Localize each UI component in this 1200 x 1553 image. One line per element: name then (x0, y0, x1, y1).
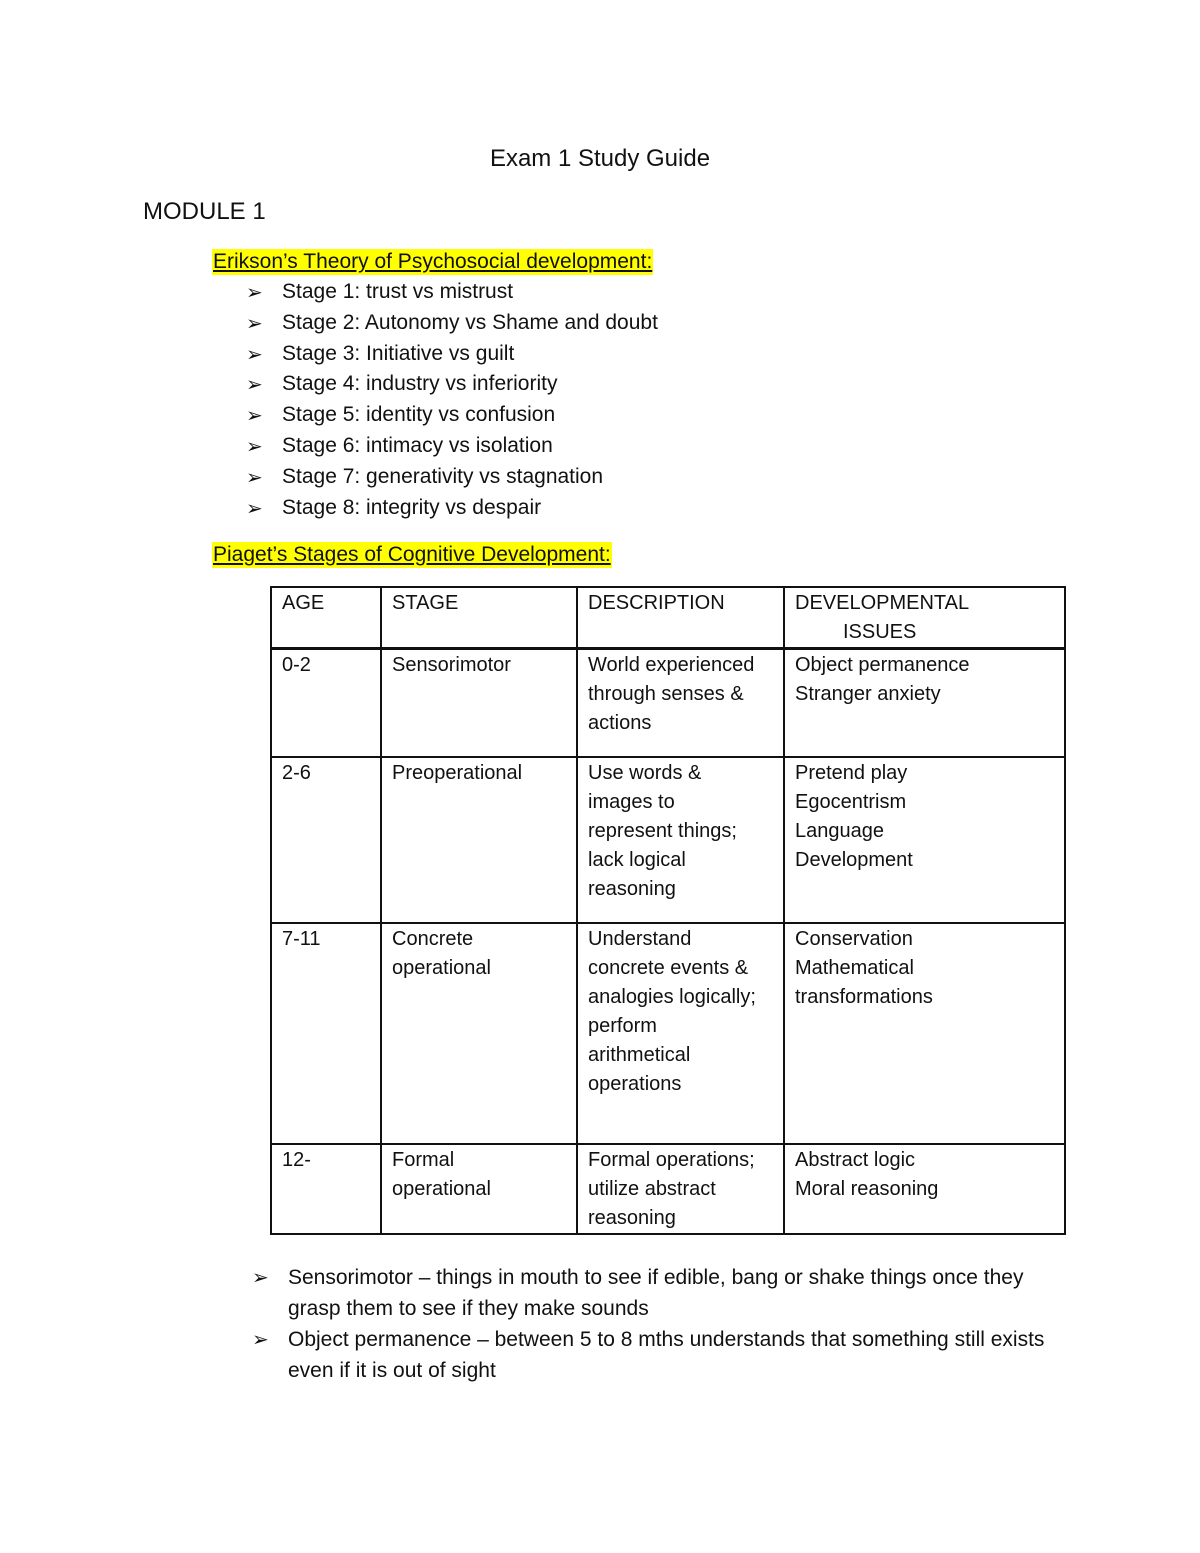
list-item (246, 369, 658, 400)
erikson-stage-list (246, 277, 658, 523)
cell-line: Development (795, 849, 913, 871)
cell-line: transformations (795, 986, 933, 1008)
list-item (246, 308, 658, 339)
age-cell: 0-2 (271, 649, 381, 758)
erikson-heading: Erikson’s Theory of Psychosocial development: (213, 250, 653, 273)
cell-line: reasoning (588, 1207, 676, 1229)
list-item (246, 493, 658, 524)
list-item (246, 339, 658, 370)
note-text: Sensorimotor – things in mouth to see if edible, bang or shake things once they grasp them to see if they make sounds (288, 1266, 1024, 1320)
table-row (271, 1144, 1065, 1234)
cell-line: Conservation (795, 928, 913, 950)
table-row (271, 923, 1065, 1144)
stage-text: Stage 1: trust vs mistrust (282, 280, 514, 303)
cell-line: actions (588, 712, 652, 734)
column-header-line: DEVELOPMENTAL (795, 592, 970, 614)
stage-text: Stage 2: Autonomy vs Shame and doubt (282, 310, 658, 334)
cell-line: Moral reasoning (795, 1178, 939, 1200)
cell-line: Concrete (392, 928, 474, 950)
cell-line: images to (588, 791, 675, 813)
cell-line: operations (588, 1073, 682, 1095)
cell-line: operational (392, 957, 491, 979)
cell-line: analogies logically; (588, 986, 756, 1008)
module-heading: MODULE 1 (143, 198, 266, 225)
cell-line: operational (392, 1178, 491, 1200)
cell-line: Abstract logic (795, 1149, 916, 1171)
arrowhead-bullet-icon: ➢ (246, 310, 263, 335)
list-item (246, 431, 658, 462)
arrowhead-bullet-icon: ➢ (246, 403, 263, 428)
stage-text: Stage 8: integrity vs despair (282, 495, 542, 519)
column-header-line: ISSUES (843, 621, 917, 643)
column-header-stage: STAGE (381, 587, 577, 649)
notes-list (252, 1262, 1072, 1386)
piaget-heading: Piaget’s Stages of Cognitive Development: (213, 543, 611, 566)
arrowhead-bullet-icon: ➢ (246, 495, 263, 520)
age-cell: 12- (271, 1144, 381, 1234)
cell-line: utilize abstract (588, 1178, 716, 1200)
description-cell (577, 923, 784, 1144)
table-row (271, 757, 1065, 923)
issues-cell (784, 923, 1065, 1144)
cell-line: perform (588, 1015, 657, 1037)
description-cell (577, 1144, 784, 1234)
column-header-description: DESCRIPTION (577, 587, 784, 649)
stage-text: Stage 7: generativity vs stagnation (282, 464, 604, 488)
note-text: Object permanence – between 5 to 8 mths understands that something still exists even if it is out of sight (288, 1328, 1045, 1382)
cell-line: Object permanence (795, 654, 970, 676)
description-cell (577, 649, 784, 758)
description-cell (577, 757, 784, 923)
cell-line: reasoning (588, 878, 676, 900)
cell-line: Language (795, 820, 884, 842)
arrowhead-bullet-icon: ➢ (246, 433, 263, 458)
cell-line: Understand (588, 928, 692, 950)
stage-text: Stage 5: identity vs confusion (282, 403, 556, 427)
stage-text: Stage 6: intimacy vs isolation (282, 433, 553, 457)
stage-cell (381, 923, 577, 1144)
cell-line: Use words & (588, 762, 702, 784)
list-item (252, 1262, 1072, 1324)
issues-cell (784, 649, 1065, 758)
stage-text: Stage 4: industry vs inferiority (282, 372, 558, 396)
stage-cell (381, 757, 577, 923)
cell-line: represent things; (588, 820, 737, 842)
piaget-stages-table (270, 586, 1066, 1235)
cell-line: Preoperational (392, 762, 523, 784)
page-title: Exam 1 Study Guide (489, 145, 711, 172)
age-cell: 7-11 (271, 923, 381, 1144)
cell-line: concrete events & (588, 957, 749, 979)
cell-line: Mathematical (795, 957, 914, 979)
arrowhead-bullet-icon: ➢ (246, 341, 263, 366)
cell-line: Egocentrism (795, 791, 907, 813)
stage-text: Stage 3: Initiative vs guilt (282, 341, 515, 365)
list-item (246, 277, 658, 308)
column-header-age: AGE (271, 587, 381, 649)
cell-line: Pretend play (795, 762, 908, 784)
stage-cell (381, 1144, 577, 1234)
cell-line: Formal operations; (588, 1149, 755, 1171)
cell-line: arithmetical (588, 1044, 691, 1066)
list-item (252, 1324, 1072, 1386)
list-item (246, 462, 658, 493)
column-header-developmental-issues (784, 587, 1065, 649)
stage-cell (381, 649, 577, 758)
cell-line: Sensorimotor (392, 654, 511, 676)
issues-cell (784, 757, 1065, 923)
cell-line: Formal (392, 1149, 455, 1171)
age-cell: 2-6 (271, 757, 381, 923)
arrowhead-bullet-icon: ➢ (252, 1327, 269, 1351)
arrowhead-bullet-icon: ➢ (246, 372, 263, 397)
arrowhead-bullet-icon: ➢ (246, 280, 263, 304)
list-item (246, 400, 658, 431)
cell-line: Stranger anxiety (795, 683, 941, 705)
table-header-row (271, 587, 1065, 649)
table-row (271, 649, 1065, 758)
cell-line: World experienced (588, 654, 755, 676)
cell-line: through senses & (588, 683, 744, 705)
arrowhead-bullet-icon: ➢ (252, 1265, 269, 1289)
arrowhead-bullet-icon: ➢ (246, 464, 263, 489)
issues-cell (784, 1144, 1065, 1234)
cell-line: lack logical (588, 849, 686, 871)
